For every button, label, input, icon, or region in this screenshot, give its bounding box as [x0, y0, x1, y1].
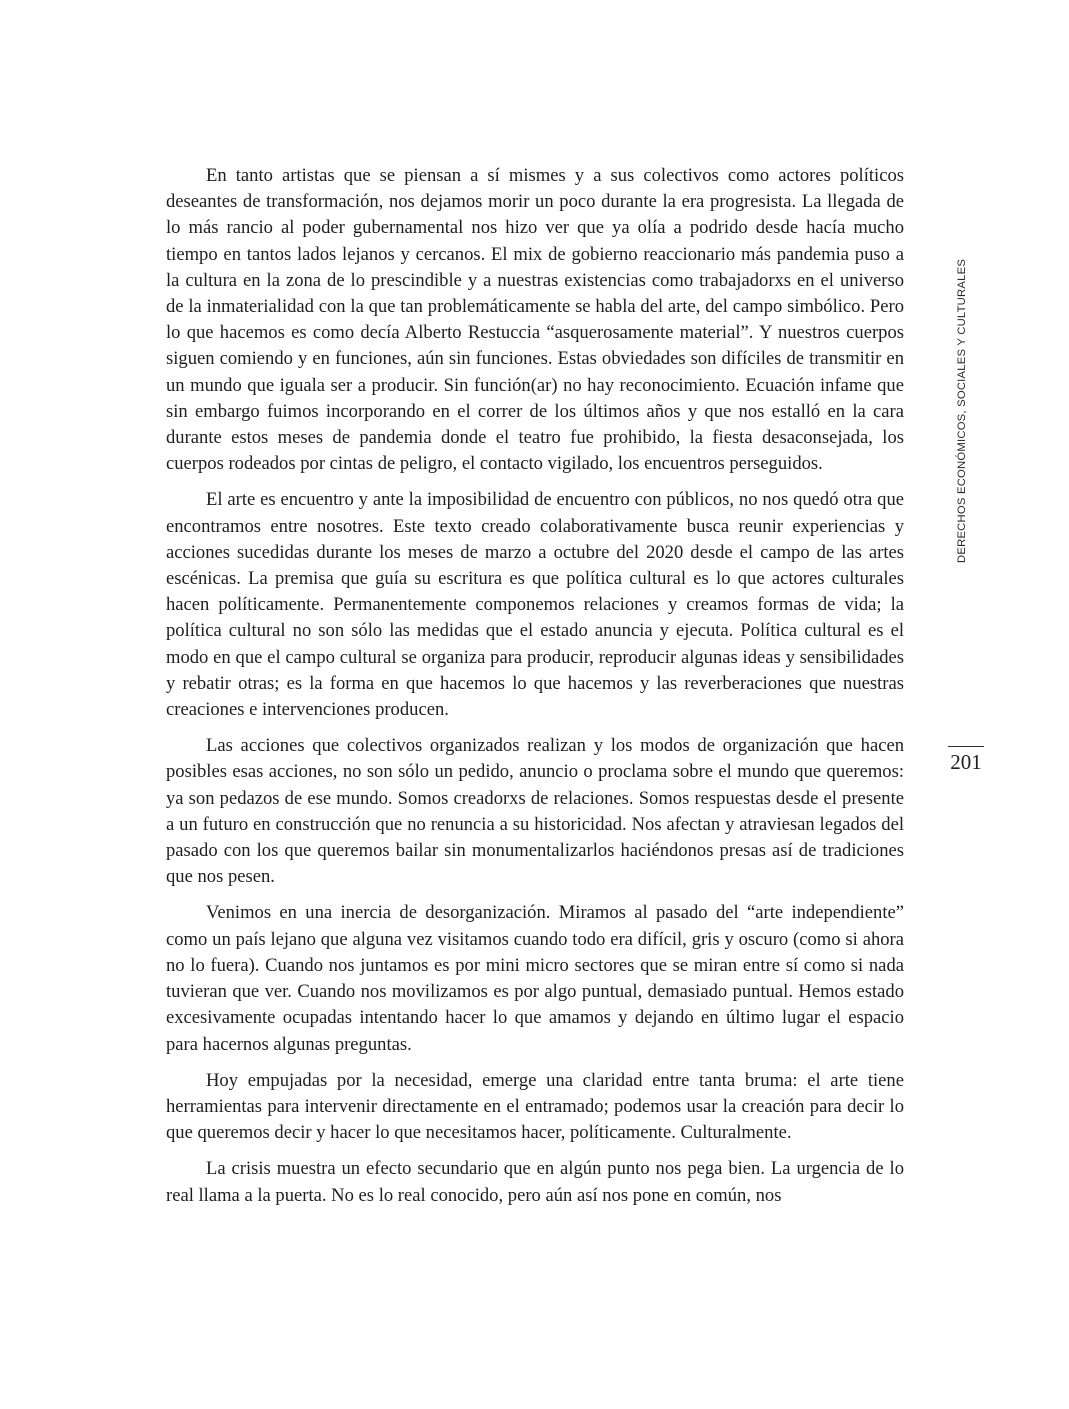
- paragraph-4: Venimos en una inercia de desorganización. Miramos al pasado del “arte independiente” como un país lejano que alguna vez visitamos cuando todo era difícil, gris y oscuro (como si ahora no lo fuera). Cuando nos juntamos es por mini micro sectores que se miran entre sí como si nada tuvieran que ver. Cuando nos movilizamos es por algo puntual, demasiado puntual. Hemos estado excesivamente ocupadas intentando hacer lo que amamos y dejando en último lugar el espacio para hacernos algunas preguntas.: [166, 902, 904, 1055]
- paragraph-1: En tanto artistas que se piensan a sí mismes y a sus colectivos como actores políticos deseantes de transformación, nos dejamos morir un poco durante la era progresista. La llegada de lo más rancio al poder gubernamental nos hizo ver que ya olía a podrido desde hacía mucho tiempo en tantos lados lejanos y cercanos. El mix de gobierno reaccionario más pandemia puso a la cultura en la zona de lo prescindible y a nuestras existencias como trabajadorxs en el universo de la inmaterialidad con la que tan problemáticamente se habla del arte, del campo simbólico. Pero lo que hacemos es como decía Alberto Restuccia “asquerosamente material”. Y nuestros cuerpos siguen comiendo y en funciones, aún sin funciones. Estas obviedades son difíciles de transmitir en un mundo que iguala ser a producir. Sin función(ar) no hay reconocimiento. Ecuación infame que sin embargo fuimos incorporando en el correr de los últimos años y que nos estalló en la cara durante estos meses de pandemia donde el teatro fue prohibido, la fiesta desaconsejada, los cuerpos rodeados por cintas de peligro, el contacto vigilado, los encuentros perseguidos.: [166, 165, 904, 475]
- page-number-rule: [948, 746, 984, 747]
- paragraph-2: El arte es encuentro y ante la imposibilidad de encuentro con públicos, no nos quedó otra que encontramos entre nosotres. Este texto creado colaborativamente busca reunir experiencias y acciones sucedidas durante los meses de marzo a octubre del 2020 desde el campo de las artes escénicas. La premisa que guía su escritura es que política cultural es lo que actores culturales hacen políticamente. Permanentemente componemos relaciones y creamos formas de vida; la política cultural no son sólo las medidas que el estado anuncia y ejecuta. Política cultural es el modo en que el campo cultural se organiza para producir, reproducir algunas ideas y sensibilidades y rebatir otras; es la forma en que hacemos lo que hacemos y las reverberaciones que nuestras creaciones e intervenciones producen.: [166, 489, 904, 721]
- page-number: 201: [950, 750, 982, 774]
- paragraph-5: Hoy empujadas por la necesidad, emerge una claridad entre tanta bruma: el arte tiene herramientas para intervenir directamente en el entramado; podemos usar la creación para decir lo que queremos decir y hacer lo que necesitamos hacer, políticamente. Culturalmente.: [166, 1069, 904, 1144]
- paragraph-6: La crisis muestra un efecto secundario que en algún punto nos pega bien. La urgencia de lo real llama a la puerta. No es lo real conocido, pero aún así nos pone en común, nos: [166, 1158, 904, 1206]
- paragraph-3: Las acciones que colectivos organizados realizan y los modos de organización que hacen posibles esas acciones, no son sólo un pedido, anuncio o proclama sobre el mundo que queremos: ya son pedazos de ese mundo. Somos creadorxs de relaciones. Somos respuestas desde el presente a un futuro en construcción que no renuncia a su historicidad. Nos afectan y atraviesan legados del pasado con los que queremos bailar sin monumentalizarlos haciéndonos presas así de tradiciones que nos pesen.: [166, 735, 904, 888]
- body-text: [166, 163, 904, 1219]
- running-head: DERECHOS ECONÓMICOS, SOCIALES Y CULTURALES: [956, 258, 968, 563]
